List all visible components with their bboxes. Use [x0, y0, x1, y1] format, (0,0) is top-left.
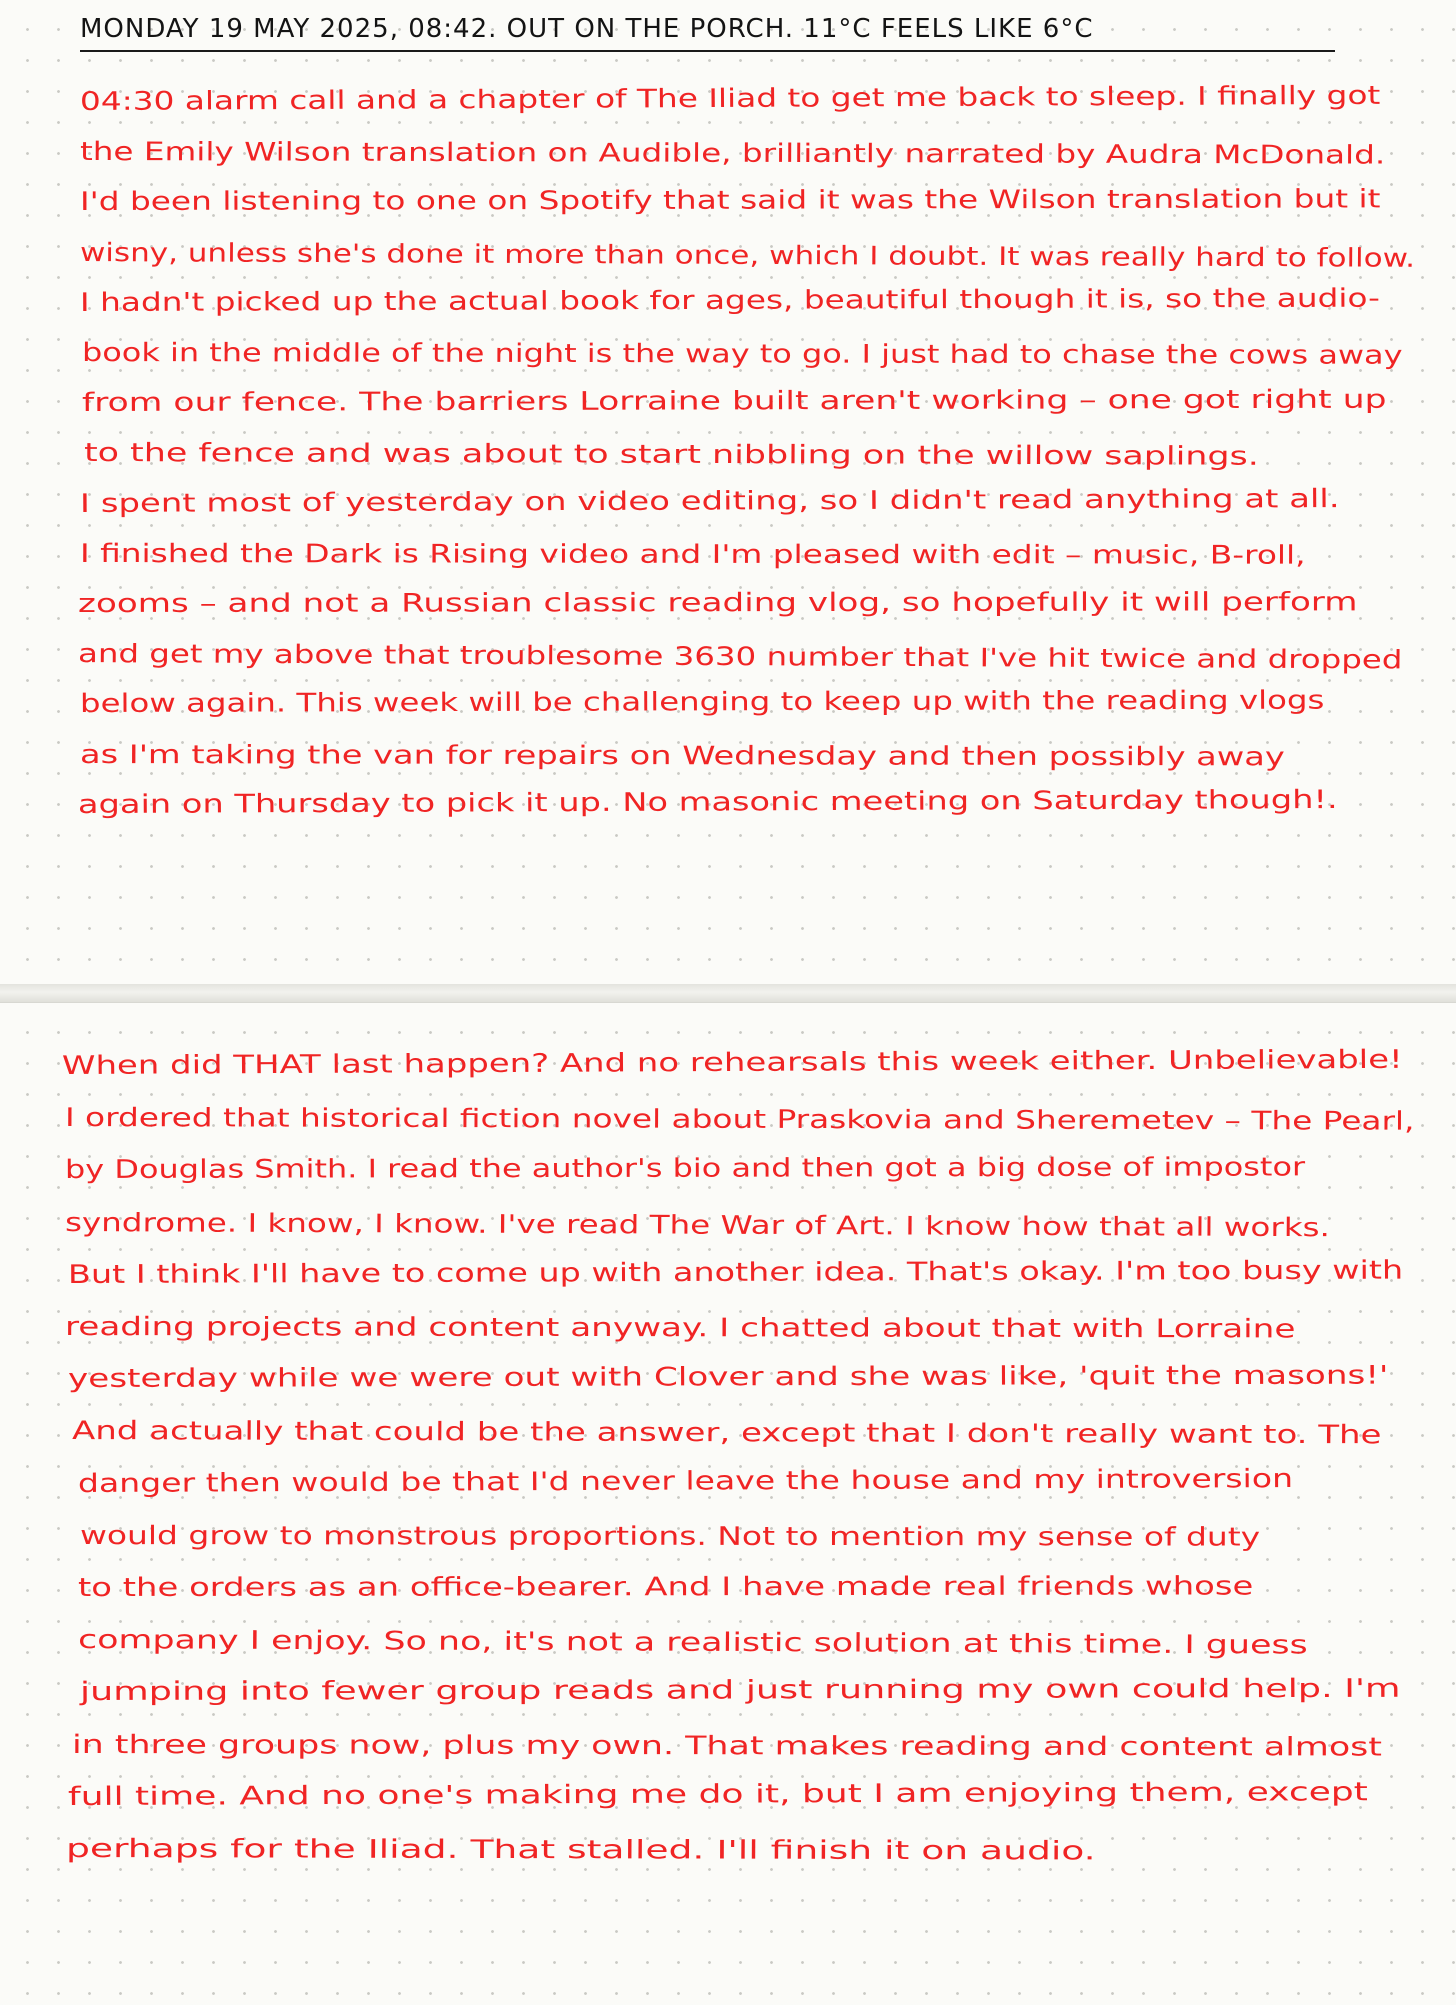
handwritten-line: to the fence and was about to start nibbling on the willow saplings. — [83, 438, 1259, 473]
handwritten-line: to the orders as an office-bearer. And I have made real friends whose — [77, 1571, 1254, 1603]
handwritten-line: I hadn't picked up the actual book for ages, beautiful though it is, so the audio- — [79, 283, 1381, 318]
handwritten-line: 04:30 alarm call and a chapter of The Iliad to get me back to sleep. I finally got — [79, 80, 1381, 117]
bottom-page-text — [0, 1003, 1456, 2005]
handwritten-line: jumping into fewer group reads and just running my own could help. I'm — [79, 1674, 1401, 1708]
handwritten-line: danger then would be that I'd never leave the house and my introversion — [77, 1463, 1294, 1499]
handwritten-line: company I enjoy. So no, it's not a realistic solution at this time. I guess — [77, 1625, 1308, 1661]
handwritten-line: below again. This week will be challenging to keep up with the reading vlogs — [79, 685, 1325, 720]
handwritten-line: the Emily Wilson translation on Audible, brilliantly narrated by Audra McDonald. — [79, 137, 1386, 171]
handwritten-line: reading projects and content anyway. I chatted about that with Lorraine — [64, 1312, 1296, 1345]
handwritten-line: from our fence. The barriers Lorraine built aren't working – one got right up — [81, 384, 1387, 419]
bottom-notebook-page — [0, 1002, 1456, 2005]
handwritten-line: by Douglas Smith. I read the author's bio and then got a big dose of impostor — [64, 1152, 1306, 1186]
handwritten-line: full time. And no one's making me do it, but I am enjoying them, except — [67, 1776, 1368, 1812]
handwritten-line: yesterday while we were out with Clover and she was like, 'quit the masons!' — [67, 1360, 1389, 1395]
handwritten-line: I spent most of yesterday on video editing, so I didn't read anything at all. — [79, 483, 1340, 519]
handwritten-line: syndrome. I know, I know. I've read The War of Art. I know how that all works. — [64, 1207, 1331, 1243]
handwritten-line: and get my above that troublesome 3630 number that I've hit twice and dropped — [77, 639, 1403, 676]
handwritten-line: I finished the Dark is Rising video and I'm pleased with edit – music, B-roll, — [79, 538, 1306, 571]
top-notebook-page — [0, 0, 1456, 985]
handwritten-line: And actually that could be the answer, except that I don't really want to. The — [71, 1416, 1382, 1451]
handwritten-line: wisny, unless she's done it more than once, which I doubt. It was really hard to follow. — [79, 237, 1416, 274]
entry-header: MONDAY 19 MAY 2025, 08:42. OUT ON THE PORCH. 11°C FEELS LIKE 6°C — [80, 14, 1335, 52]
page-gutter — [0, 984, 1456, 1002]
handwritten-line: I ordered that historical fiction novel about Praskovia and Sheremetev – The Pearl, — [64, 1103, 1415, 1137]
handwritten-line: When did THAT last happen? And no rehearsals this week either. Unbelievable! — [61, 1044, 1403, 1081]
handwritten-line: in three groups now, plus my own. That makes reading and content almost — [71, 1729, 1383, 1763]
handwritten-line: again on Thursday to pick it up. No masonic meeting on Saturday though!. — [77, 784, 1338, 820]
handwritten-line: book in the middle of the night is the way to go. I just had to chase the cows away — [81, 338, 1403, 371]
handwritten-line: zooms – and not a Russian classic reading vlog, so hopefully it will perform — [77, 587, 1358, 619]
handwritten-line: I'd been listening to one on Spotify that said it was the Wilson translation but it — [79, 184, 1381, 218]
top-page-text — [0, 0, 1456, 984]
handwritten-line: But I think I'll have to come up with another idea. That's okay. I'm too busy with — [67, 1255, 1404, 1290]
handwritten-line: as I'm taking the van for repairs on Wednesday and then possibly away — [79, 739, 1285, 772]
handwritten-line: would grow to monstrous proportions. Not to mention my sense of duty — [79, 1520, 1261, 1553]
handwritten-line: perhaps for the Iliad. That stalled. I'll finish it on audio. — [65, 1834, 1096, 1867]
